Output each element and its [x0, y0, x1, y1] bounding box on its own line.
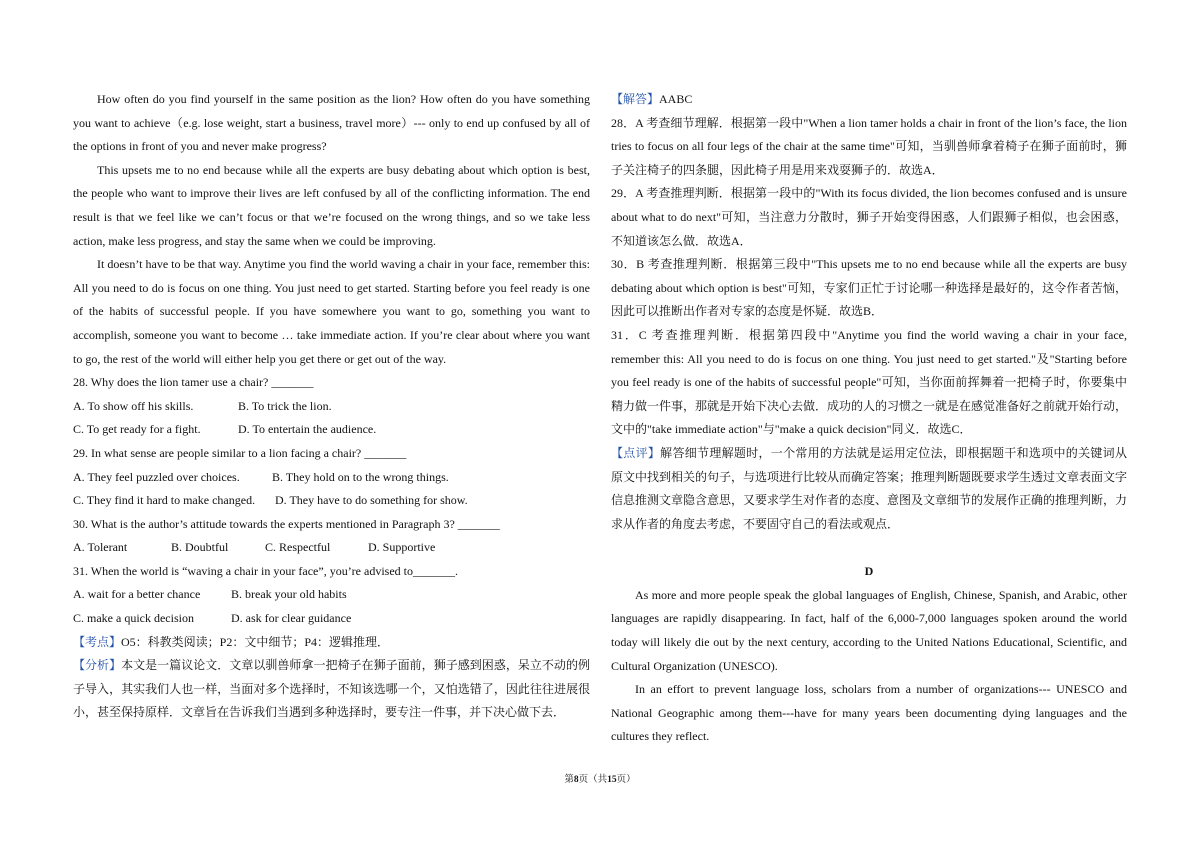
option-a: A. They feel puzzled over choices.: [73, 469, 240, 484]
passage-paragraph-2: This upsets me to no end because while all the experts are busy debating about which option is best, the people who want to improve their lives are left confused by all of the conflicting information. The end result is that we feel like we can’t focus or that we’re focused on the wrong things, and so we take less action, make less progress, and stay the same when we could be improving.: [73, 162, 590, 248]
question-28-options-row1: [73, 395, 590, 419]
question-31-options-row2: [73, 607, 590, 631]
fenxi-tag: 【分析】: [73, 658, 122, 673]
question-28-options-row2: [73, 418, 590, 442]
question-29-options-row1: [73, 466, 590, 490]
fenxi-paragraph: [73, 654, 590, 725]
answer-29-explanation: 29．A 考查推理判断．根据第一段中的"With its focus divided, the lion becomes confused and is unsure about what to do next"可知，当注意力分散时，狮子开始变得困惑，人们跟狮子相似，也会困惑，不知道该怎么做．故选A．: [611, 186, 1127, 248]
option-c: C. They find it hard to make changed.: [73, 493, 256, 508]
jieda-line: [611, 88, 1127, 112]
jieda-tag: 【解答】: [611, 92, 660, 106]
question-30-options: [73, 536, 590, 560]
option-c: C. To get ready for a fight.: [73, 422, 201, 437]
option-d: D. They have to do something for show.: [275, 493, 468, 508]
question-29-options-row2: [73, 489, 590, 513]
passage-d-paragraph-1: As more and more people speak the global languages of English, Chinese, Spanish, and Arabic, other languages are rapidly disappearing. In fact, half of the 6,000-7,000 languages spoken around the world today will likely die out by the next century, according to the United Nations Educational, Scientific, and Cultural Organization (UNESCO).: [611, 587, 1127, 673]
right-column: [611, 88, 1127, 749]
option-b: B. Doubtful: [171, 540, 229, 555]
passage-d-paragraph-2: In an effort to prevent language loss, scholars from a number of organizations--- UNESCO and National Geographic among them---have for many years been documenting dying languages and the cultures they reflect.: [611, 682, 1127, 744]
option-a: A. Tolerant: [73, 540, 128, 555]
question-31: 31. When the world is “waving a chair in your face”, you’re advised to_______.: [73, 563, 458, 578]
fenxi-text: 本文是一篇议论文．文章以驯兽师拿一把椅子在狮子面前，狮子感到困惑，呆立不动的例子导入，其实我们人也一样，当面对多个选择时，不知该选哪一个，又怕选错了，因此往往进展很小，甚至保持原样．文章旨在告诉我们当遇到多种选择时，要专注一件事，并下决心做下去．: [73, 658, 590, 720]
answer-28-explanation: 28．A 考查细节理解．根据第一段中"When a lion tamer holds a chair in front of the lion’s face, the lion tries to focus on all four legs of the chair at the same time"可知，当驯兽师拿着椅子在狮子面前时，狮子关注椅子的四条腿，因此椅子用是用来戏耍狮子的．故选A．: [611, 115, 1127, 177]
option-d: D. ask for clear guidance: [231, 611, 352, 626]
kaodian-text: O5：科教类阅读；P2：文中细节；P4：逻辑推理．: [121, 634, 390, 649]
answer-30-explanation: 30．B 考查推理判断．根据第三段中"This upsets me to no end because while all the experts are busy debating about which option is best"可知，专家们正忙于讨论哪一种选择是最好的，这令作者苦恼，因此可以推断出作者对专家的态度是怀疑．故选B．: [611, 257, 1127, 319]
page-footer: [0, 774, 1200, 786]
passage-paragraph-3: It doesn’t have to be that way. Anytime you find the world waving a chair in your face, remember this: All you need to do is focus on one thing. You just need to get started. Starting before you feel ready is one of the habits of successful people. If you have somewhere you want to go, something you want to accomplish, someone you want to become … take immediate action. If you’re clear about where you want to go, the rest of the world will either help you get there or get out of the way.: [73, 257, 590, 366]
option-a: A. wait for a better chance: [73, 587, 201, 602]
option-b: B. They hold on to the wrong things.: [272, 469, 449, 484]
total-pages: 15: [607, 775, 617, 785]
question-31-options-row1: [73, 583, 590, 607]
dianping-text: 解答细节理解题时，一个常用的方法就是运用定位法，即根据题干和选项中的关键词从原文中找到相关的句子，与选项进行比较从而确定答案；推理判断题既要求学生透过文章表面文字信息推测文章隐含意思，又要求学生对作者的态度、意图及文章细节的发展作正确的推理判断，力求从作者的角度去考虑，不要固守自己的看法或观点．: [611, 445, 1128, 531]
question-30: 30. What is the author’s attitude towards the experts mentioned in Paragraph 3? _______: [73, 516, 500, 531]
page-number: 8: [573, 775, 579, 785]
question-28: 28. Why does the lion tamer use a chair? _______: [73, 375, 314, 390]
answer-31-explanation: 31．C 考查推理判断．根据第四段中"Anytime you find the world waving a chair in your face, remember this: All you need to do is focus on one thing. You just need to get started."及"Starting before you feel ready is one of the habits of successful people"可知，当你面前挥舞着一把椅子时，你要集中精力做一件事，那就是开始下决心去做．成功的人的习惯之一就是在感觉准备好之前就开始行动，文中的"take immediate action"与"make a quick decision"同义．故选C．: [611, 327, 1128, 437]
option-c: C. make a quick decision: [73, 611, 194, 626]
dianping-tag: 【点评】: [611, 445, 661, 460]
kaodian-line: [73, 631, 590, 655]
option-d: D. To entertain the audience.: [238, 422, 377, 437]
question-29: 29. In what sense are people similar to a lion facing a chair? _______: [73, 445, 407, 460]
dianping-paragraph: [611, 442, 1127, 536]
option-a: A. To show off his skills.: [73, 398, 194, 413]
option-d: D. Supportive: [368, 540, 436, 555]
footer-prefix: 第: [564, 775, 574, 785]
footer-middle: 页（共: [578, 775, 608, 785]
left-column: [73, 88, 590, 725]
footer-suffix: 页）: [616, 775, 636, 785]
kaodian-tag: 【考点】: [73, 634, 122, 649]
option-b: B. To trick the lion.: [238, 398, 332, 413]
jieda-text: AABC: [659, 92, 693, 106]
section-heading-d: D: [864, 564, 874, 579]
option-b: B. break your old habits: [231, 587, 347, 602]
option-c: C. Respectful: [265, 540, 331, 555]
passage-paragraph-1: How often do you find yourself in the same position as the lion? How often do you have something you want to achieve（e.g. lose weight, start a business, travel more）--- only to end up confused by all of the options in front of you and never make progress?: [73, 92, 590, 154]
section-gap: [611, 536, 1127, 560]
